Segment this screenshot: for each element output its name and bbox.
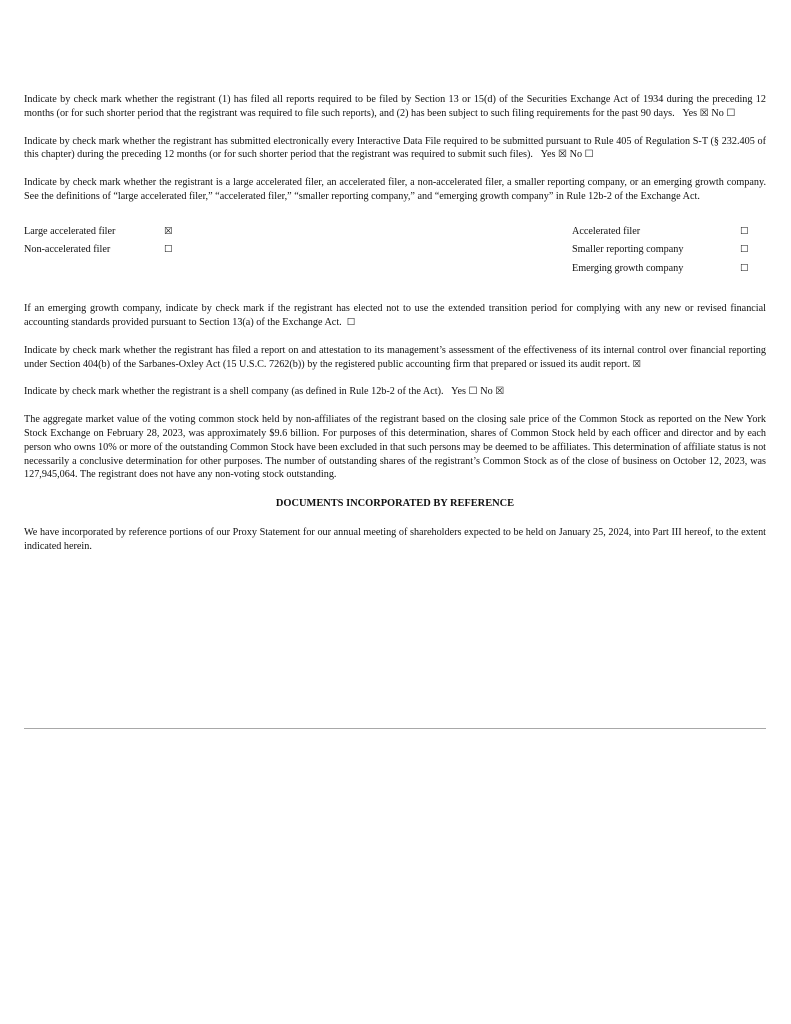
filer-row (24, 243, 766, 262)
non-accelerated-filer-label: Non-accelerated filer (24, 244, 111, 256)
documents-incorporated-paragraph: We have incorporated by reference portions of our Proxy Statement for our annual meeting of shareholders expected to be held on January 25, 2024, into Part III hereof, to the extent indicated herein. (24, 527, 766, 552)
interactive-data-paragraph (24, 135, 766, 163)
emerging-growth-company-checkbox[interactable]: ☐ (740, 262, 749, 274)
filed-reports-paragraph (24, 93, 766, 121)
shell-company-answer: Yes ☐ No ☒ (451, 386, 505, 398)
document-page (24, 93, 766, 554)
interactive-data-text: Indicate by check mark whether the registrant has submitted electronically every Interactive Data File required to be submitted pursuant to Rule 405 of Regulation S-T (§ 232.405 of this chapter) during the preceding 12 months (or for such shorter period that the registrant was required to submit such files). (24, 135, 766, 161)
internal-control-checkbox[interactable]: ☒ (632, 358, 642, 370)
market-value-paragraph: The aggregate market value of the voting common stock held by non-affiliates of the registrant based on the closing sale price of the Common Stock as reported on the New York Stock Exchange on February 28, 2023, was approximately $9.6 billion. For purposes of this determination, shares of Common Stock held by each officer and director and by each person who owns 10% or more of the outstanding Common Stock have been excluded in that such persons may be deemed to be affiliates. This determination of affiliate status is not necessarily a conclusive determination for other purposes. The number of outstanding shares of the registrant’s Common Stock as of the close of business on October 12, 2023, was 127,945,064. The registrant does not have any non-voting stock outstanding. (24, 414, 766, 481)
large-accelerated-filer-label: Large accelerated filer (24, 225, 116, 237)
emerging-growth-paragraph (24, 302, 766, 330)
accelerated-filer-checkbox[interactable]: ☐ (740, 225, 749, 237)
internal-control-text: Indicate by check mark whether the registrant has filed a report on and attestation to its management’s assessment of the effectiveness of its internal control over financial reporting under Section 404(b) of the Sarbanes-Oxley Act (15 U.S.C. 7262(b)) by the registered public accounting firm that prepared or issued its audit report. (24, 344, 766, 370)
filer-row (24, 225, 766, 244)
page-divider (24, 728, 766, 729)
emerging-growth-checkbox[interactable]: ☐ (346, 317, 356, 329)
emerging-growth-company-label: Emerging growth company (572, 262, 684, 274)
large-accelerated-filer-checkbox[interactable]: ☒ (164, 225, 173, 237)
interactive-data-answer: Yes ☒ No ☐ (540, 149, 594, 161)
shell-company-text: Indicate by check mark whether the registrant is a shell company (as defined in Rule 12b-2 of the Act). (24, 386, 444, 398)
filer-status-table (24, 225, 766, 281)
smaller-reporting-company-checkbox[interactable]: ☐ (740, 244, 749, 256)
emerging-growth-text: If an emerging growth company, indicate by check mark if the registrant has elected not to use the extended transition period for complying with any new or revised financial accounting standards provided pursuant to Section 13(a) of the Exchange Act. (24, 303, 766, 329)
accelerated-filer-label: Accelerated filer (572, 225, 641, 237)
non-accelerated-filer-checkbox[interactable]: ☐ (164, 244, 173, 256)
filed-reports-text: Indicate by check mark whether the registrant (1) has filed all reports required to be filed by Section 13 or 15(d) of the Securities Exchange Act of 1934 during the preceding 12 months (or for such shorter period that the registrant was required to file such reports), and (2) has been subject to such filing requirements for the past 90 days. (24, 94, 766, 119)
shell-company-paragraph (24, 385, 766, 399)
filer-status-paragraph: Indicate by check mark whether the registrant is a large accelerated filer, an accelerated filer, a non-accelerated filer, a smaller reporting company, or an emerging growth company. See the definitions of “large accelerated filer,” “accelerated filer,” “smaller reporting company,” and “emerging growth company” in Rule 12b-2 of the Exchange Act. (24, 177, 766, 202)
filer-row (24, 262, 766, 281)
internal-control-paragraph (24, 344, 766, 372)
filed-reports-answer: Yes ☒ No ☐ (682, 107, 736, 119)
documents-incorporated-heading: DOCUMENTS INCORPORATED BY REFERENCE (275, 498, 515, 510)
smaller-reporting-company-label: Smaller reporting company (572, 244, 684, 256)
